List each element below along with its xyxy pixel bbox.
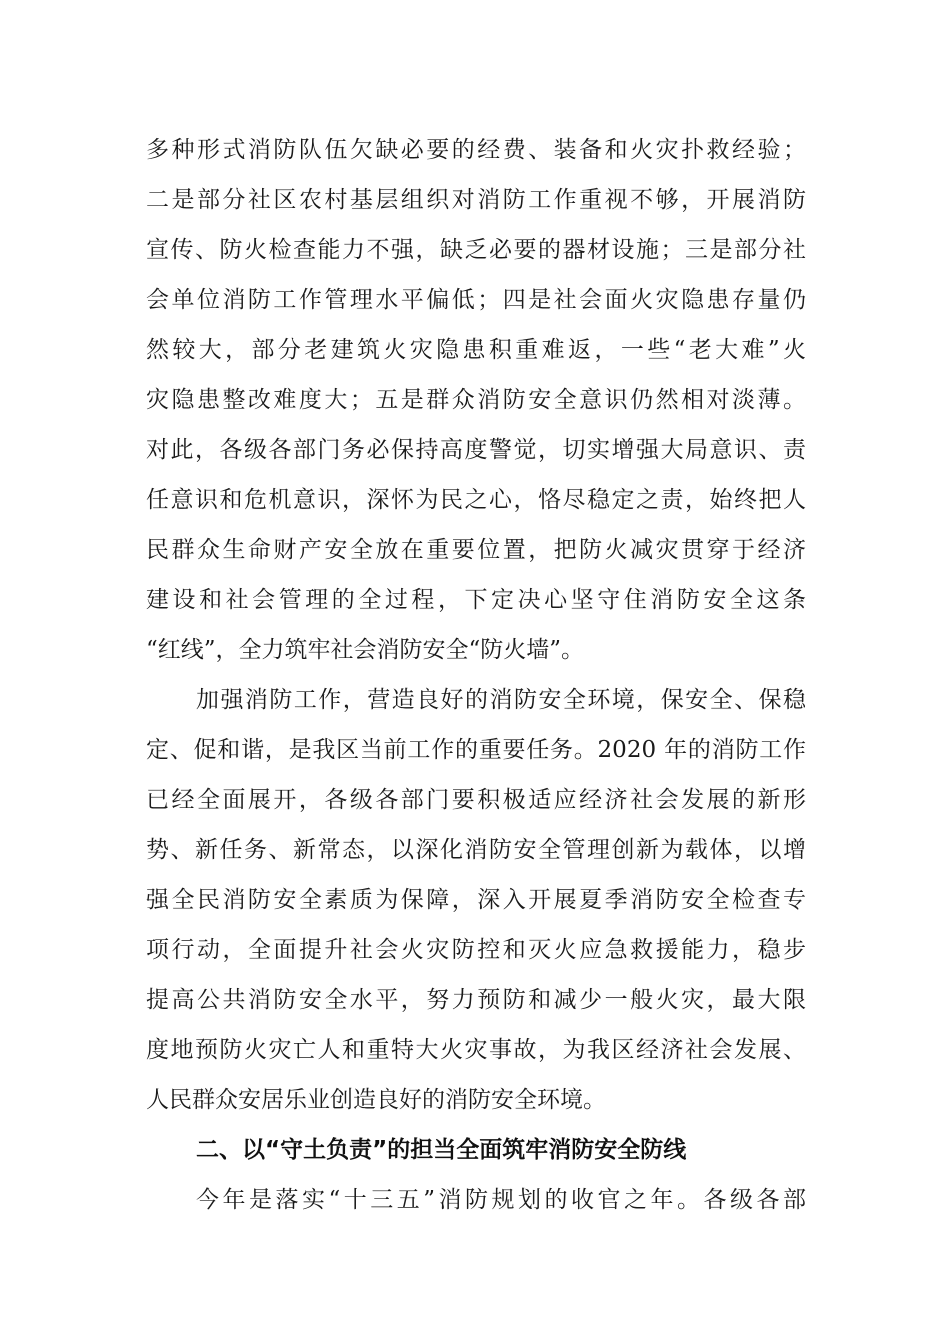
text-line: 势、新任务、新常态，以深化消防安全管理创新为载体，以增 [146,837,806,863]
text-line: 宣传、防火检查能力不强，缺乏必要的器材设施；三是部分社 [146,237,806,263]
text-line: 民群众生命财产安全放在重要位置，把防火减灾贯穿于经济 [146,537,806,563]
text-line: 会单位消防工作管理水平偏低；四是社会面火灾隐患存量仍 [146,287,806,313]
text-line: 度地预防火灾亡人和重特大火灾事故，为我区经济社会发展、 [146,1037,806,1063]
text-line: 项行动，全面提升社会火灾防控和灭火应急救援能力，稳步 [146,937,806,963]
text-line: 人民群众安居乐业创造良好的消防安全环境。 [146,1087,606,1113]
text-line: 提高公共消防安全水平，努力预防和减少一般火灾，最大限 [146,987,806,1013]
text-line: 定、促和谐，是我区当前工作的重要任务。2020 年的消防工作 [146,737,806,763]
text-line: 建设和社会管理的全过程，下定决心坚守住消防安全这条 [146,587,806,613]
paragraph-first-line: 今年是落实“十三五”消防规划的收官之年。各级各部 [196,1187,806,1213]
text-line: 多种形式消防队伍欠缺必要的经费、装备和火灾扑救经验； [146,137,806,163]
text-line: 强全民消防安全素质为保障，深入开展夏季消防安全检查专 [146,887,806,913]
text-line: 对此，各级各部门务必保持高度警觉，切实增强大局意识、责 [146,437,806,463]
text-line: 灾隐患整改难度大；五是群众消防安全意识仍然相对淡薄。 [146,387,806,413]
text-line: 二是部分社区农村基层组织对消防工作重视不够，开展消防 [146,187,806,213]
section-heading: 二、以“守土负责”的担当全面筑牢消防安全防线 [196,1137,687,1163]
text-line: 任意识和危机意识，深怀为民之心，恪尽稳定之责，始终把人 [146,487,806,513]
text-line: “红线”，全力筑牢社会消防安全“防火墙”。 [146,637,585,663]
paragraph-first-line: 加强消防工作，营造良好的消防安全环境，保安全、保稳 [196,687,806,713]
text-line: 然较大，部分老建筑火灾隐患积重难返，一些“老大难”火 [146,337,806,363]
text-line: 已经全面展开，各级各部门要积极适应经济社会发展的新形 [146,787,806,813]
